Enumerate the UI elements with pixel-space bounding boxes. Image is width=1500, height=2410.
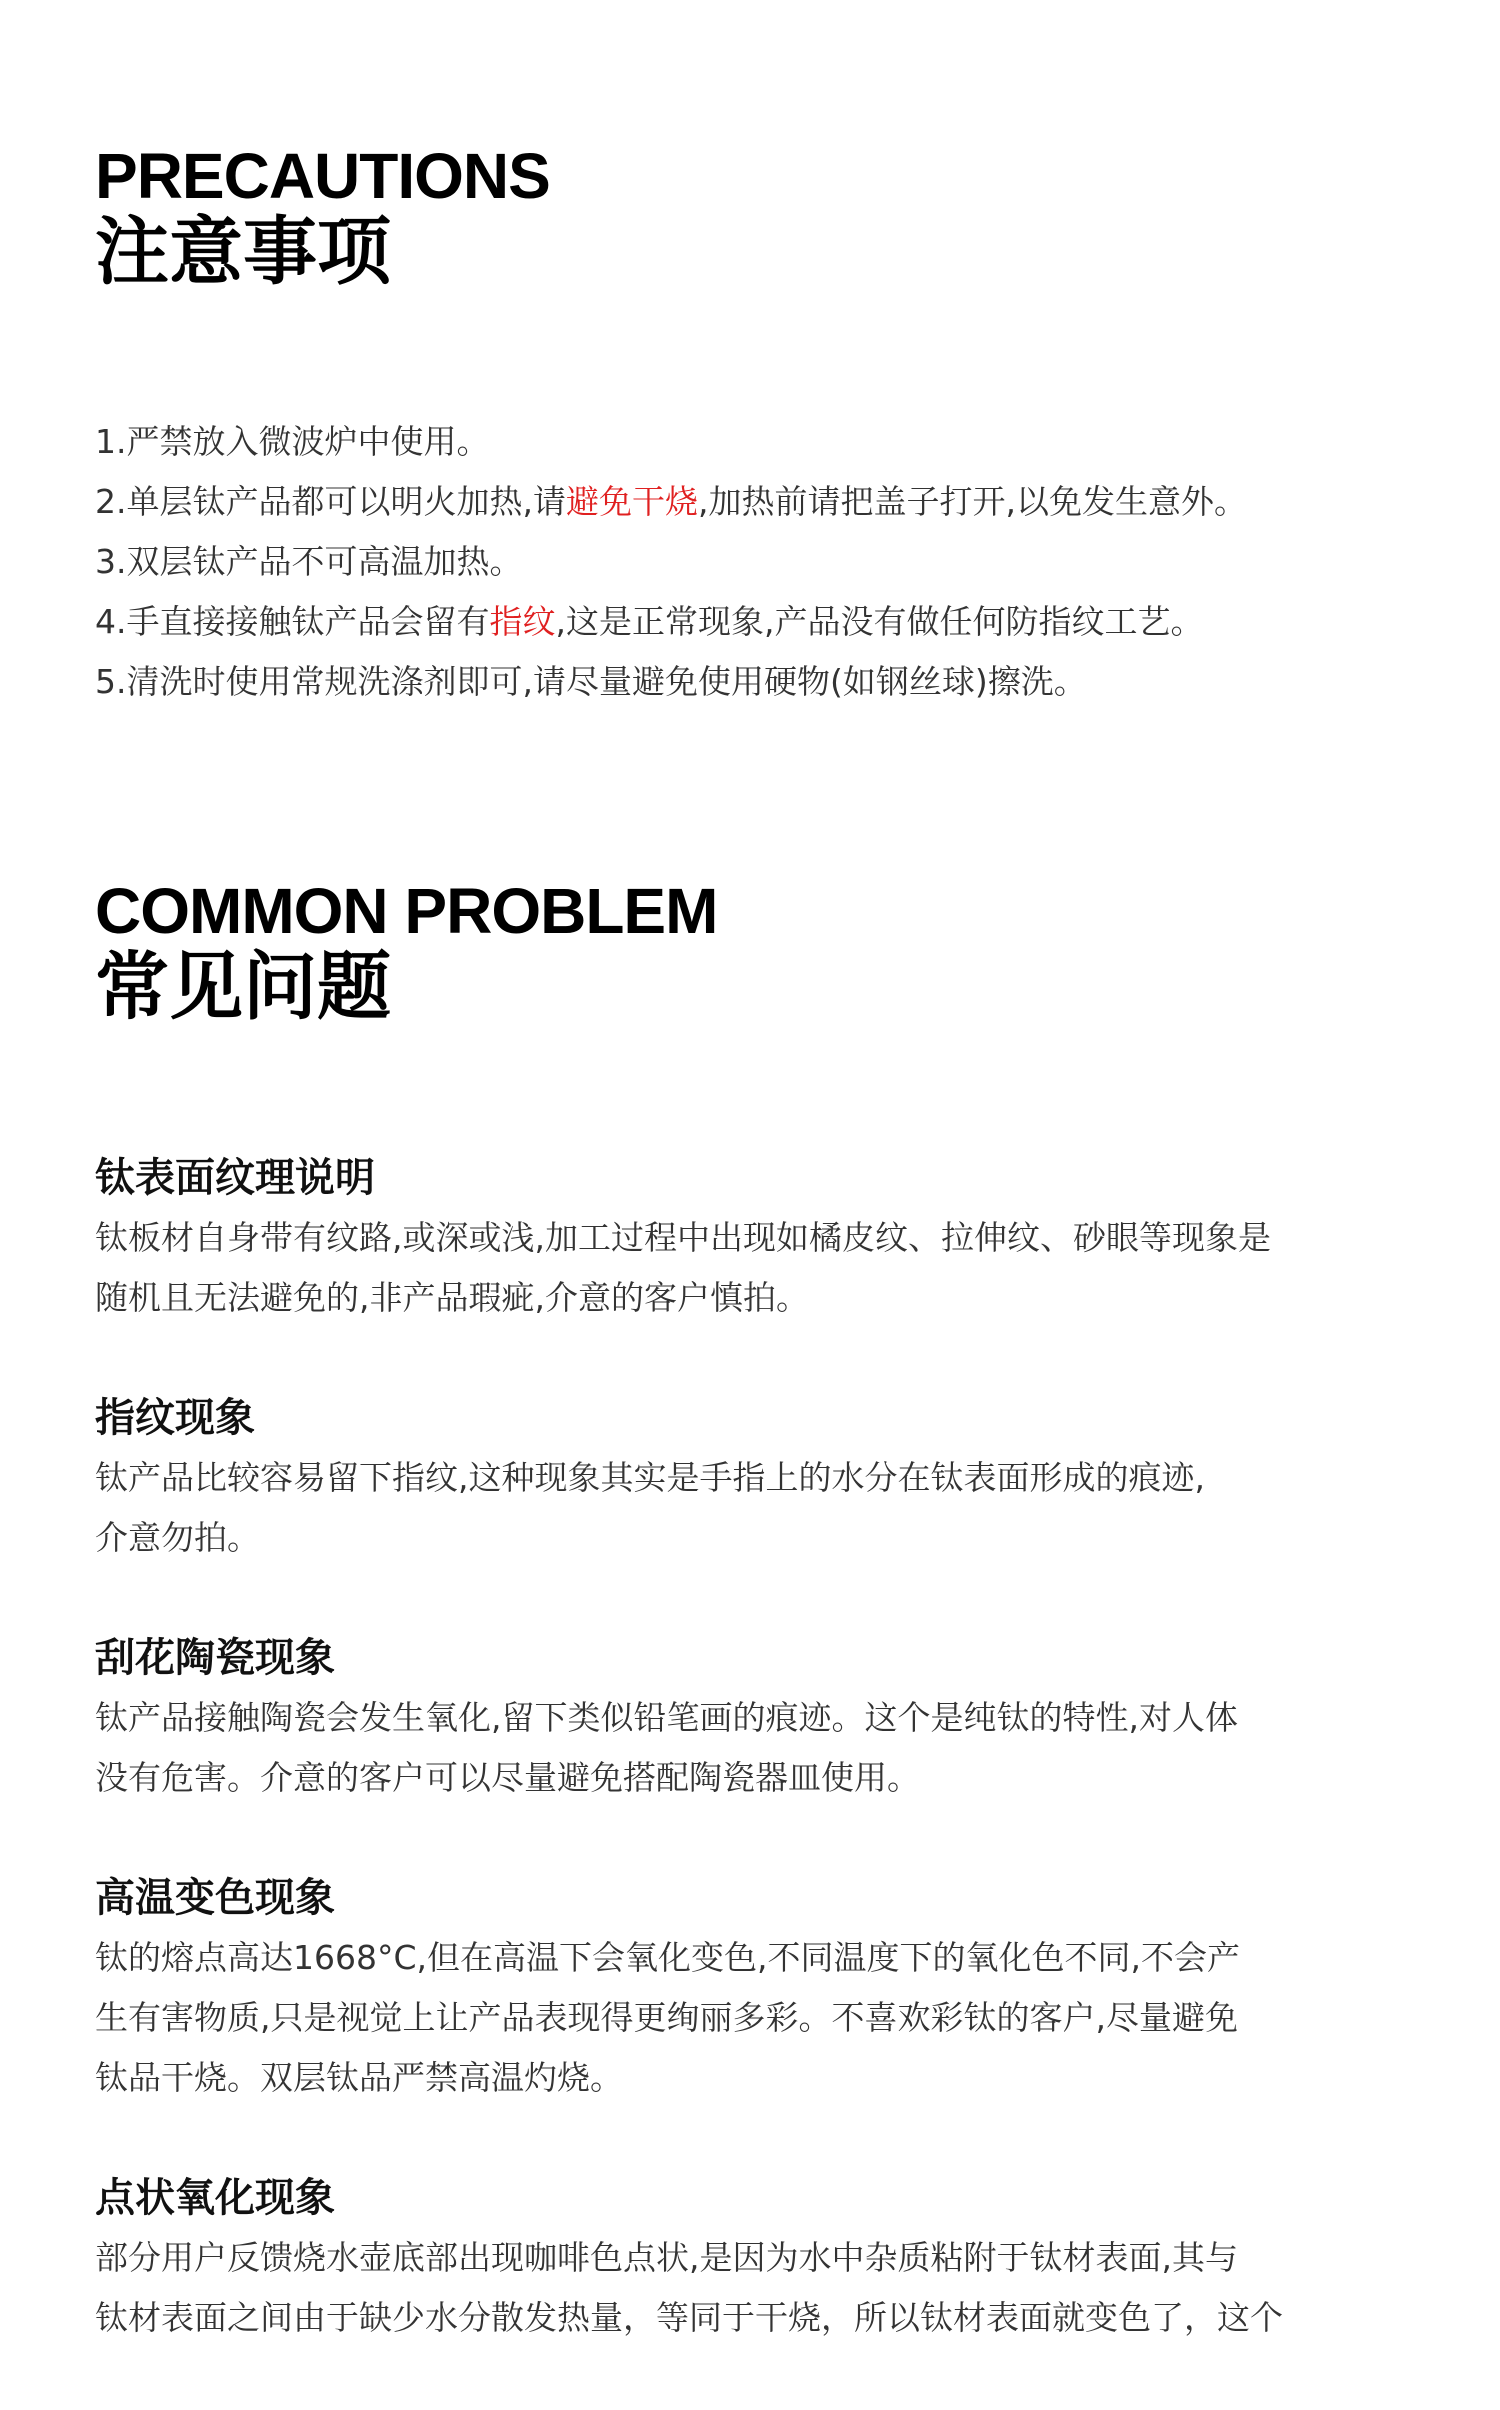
precaution-highlight: 指纹 [489, 602, 556, 641]
problem-block [95, 1390, 1435, 1568]
precautions-title-cn: 注意事项 [95, 209, 391, 295]
problem-block [95, 2170, 1435, 2348]
problem-line: 钛的熔点高达1668°C,但在高温下会氧化变色,不同温度下的氧化色不同,不会产 [95, 1938, 1240, 1977]
precaution-text: 3.双层钛产品不可高温加热。 [95, 542, 523, 581]
problem-line: 钛材表面之间由于缺少水分散发热量，等同于干烧，所以钛材表面就变色了，这个 [95, 2298, 1283, 2337]
problem-description [95, 1928, 1435, 2108]
precaution-highlight: 避免干烧 [565, 482, 698, 521]
problem-line: 钛品干烧。双层钛品严禁高温灼烧。 [95, 2058, 623, 2097]
precaution-item [95, 652, 1435, 712]
precaution-text-tail: ,加热前请把盖子打开,以免发生意外。 [697, 482, 1247, 521]
problem-line: 随机且无法避免的,非产品瑕疵,介意的客户慎拍。 [95, 1278, 809, 1317]
problems-title-cn: 常见问题 [95, 944, 391, 1030]
problem-line: 生有害物质,只是视觉上让产品表现得更绚丽多彩。不喜欢彩钛的客户,尽量避免 [95, 1998, 1238, 2037]
precautions-list [95, 412, 1435, 712]
problem-line: 钛产品接触陶瓷会发生氧化,留下类似铅笔画的痕迹。这个是纯钛的特性,对人体 [95, 1698, 1238, 1737]
precautions-title-en: PRECAUTIONS [95, 140, 550, 212]
precautions-heading [95, 140, 1435, 295]
problem-block [95, 1150, 1435, 1328]
problem-block [95, 1870, 1435, 2108]
problem-line: 钛板材自身带有纹路,或深或浅,加工过程中出现如橘皮纹、拉伸纹、砂眼等现象是 [95, 1218, 1271, 1257]
problem-line: 介意勿拍。 [95, 1518, 260, 1557]
precautions-list-wrap [95, 412, 1435, 712]
problem-description [95, 1208, 1435, 1328]
problem-heading: 点状氧化现象 [95, 2175, 335, 2221]
problems-title-en: COMMON PROBLEM [95, 875, 718, 947]
problem-description [95, 1688, 1435, 1808]
problem-line: 钛产品比较容易留下指纹,这种现象其实是手指上的水分在钛表面形成的痕迹, [95, 1458, 1205, 1497]
problem-heading: 钛表面纹理说明 [95, 1155, 375, 1201]
problem-line: 没有危害。介意的客户可以尽量避免搭配陶瓷器皿使用。 [95, 1758, 920, 1797]
problem-description [95, 1448, 1435, 1568]
problem-heading: 高温变色现象 [95, 1875, 335, 1921]
precaution-text: 2.单层钛产品都可以明火加热,请 [95, 482, 566, 521]
precaution-text-tail: ,这是正常现象,产品没有做任何防指纹工艺。 [555, 602, 1204, 641]
precaution-item [95, 532, 1435, 592]
problems-heading [95, 875, 1435, 1030]
problem-block [95, 1630, 1435, 1808]
problem-heading: 指纹现象 [95, 1395, 255, 1441]
problem-line: 部分用户反馈烧水壶底部出现咖啡色点状,是因为水中杂质粘附于钛材表面,其与 [95, 2238, 1238, 2277]
precaution-text: 5.清洗时使用常规洗涤剂即可,请尽量避免使用硬物(如钢丝球)擦洗。 [95, 662, 1087, 701]
problem-heading: 刮花陶瓷现象 [95, 1635, 335, 1681]
precaution-item [95, 412, 1435, 472]
problem-description [95, 2228, 1435, 2348]
problems-list [95, 1150, 1435, 2410]
precaution-item [95, 592, 1435, 652]
precaution-text: 1.严禁放入微波炉中使用。 [95, 422, 490, 461]
precaution-item [95, 472, 1435, 532]
precaution-text: 4.手直接接触钛产品会留有 [95, 602, 490, 641]
